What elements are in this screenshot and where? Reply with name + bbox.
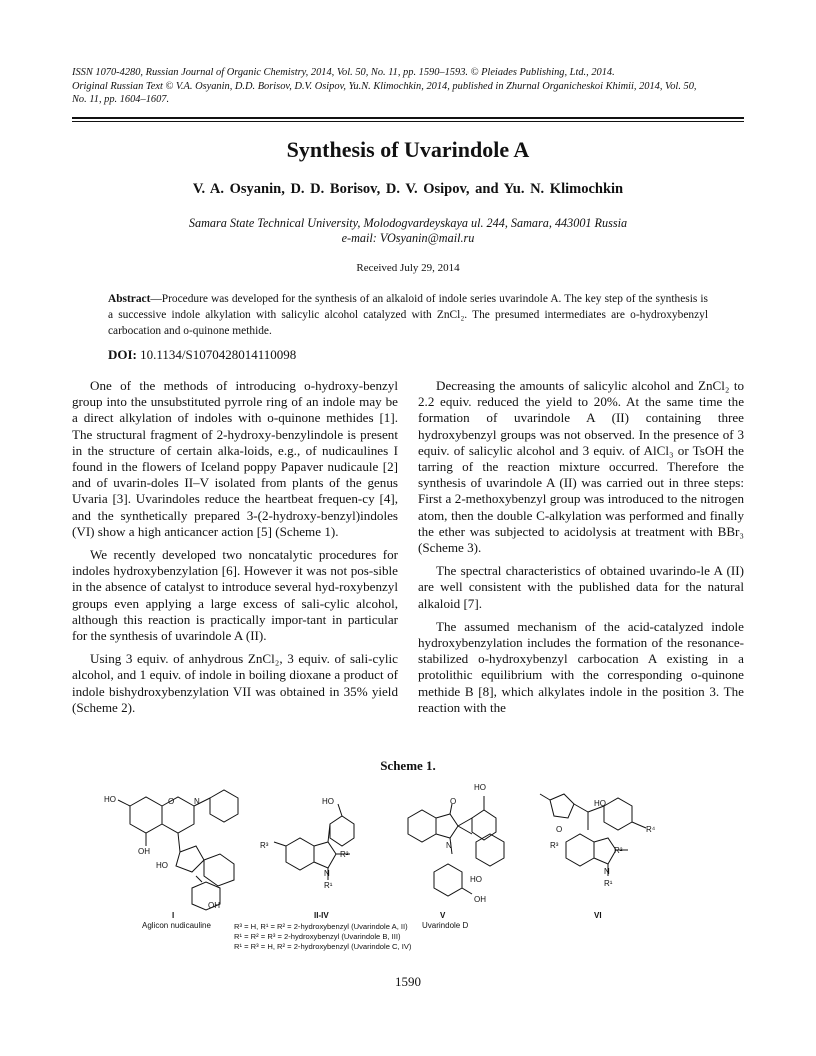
page-number: 1590 <box>395 974 421 989</box>
structure-v-drawing <box>408 796 504 896</box>
atom-label: O <box>556 825 563 834</box>
left-column <box>72 378 398 723</box>
right-column <box>418 378 744 723</box>
atom-label: R³ <box>260 841 269 850</box>
atom-label: O <box>450 797 457 806</box>
received-date: Received July 29, 2014 <box>356 262 460 274</box>
affiliation: Samara State Technical University, Molodogvardeyskaya ul. 244, Samara, 443001 Russia <box>188 216 628 230</box>
paragraph: The assumed mechanism of the acid-catalyzed indole hydroxybenzylation includes the formation of the resonance-stabilized o-hydroxybenzyl carbocation A existing in a protolithic equilibrium with the corresponding o-quinone methide B [8], which alkylates indole in the position 3. The reaction with the <box>418 618 744 715</box>
compound-name: Aglicon nudicauline <box>142 921 211 930</box>
legend-line: R¹ = R³ = H, R² = 2-hydroxybenzyl (Uvarindole C, IV) <box>234 942 412 951</box>
article-title: Synthesis of Uvarindole A <box>286 137 530 162</box>
email: e-mail: VOsyanin@mail.ru <box>341 231 475 245</box>
paragraph: The spectral characteristics of obtained uvarindo-le A (II) are well consistent with the published data for the natural alkaloid [7]. <box>418 563 744 611</box>
paragraph: One of the methods of introducing o-hydroxy-benzyl group into the unsubstituted pyrrole ring of an indole may be a direct alkylation of indoles with o-quinone methides [1]. The structural fragment of 2-hydroxy-benzylindole is present in the structure of certain alka-loids, e.g., of nudicaulines I found in the flowers of Iceland poppy Papaver nudicaule [2] and of uvarin-doles II–V isolated from plants of the genus Uvaria [3]. Uvarindoles reduce the heartbeat frequen-cy [4], and the synthetically prepared 3-(2-hydroxy-benzyl)indoles (VI) show a high anticancer action [5] (Scheme 1). <box>72 378 398 539</box>
legend-line: R³ = H, R¹ = R² = 2-hydroxybenzyl (Uvarindole A, II) <box>234 922 408 931</box>
atom-label: N <box>446 841 452 850</box>
atom-label: OH <box>474 895 486 904</box>
compound-number: I <box>172 911 175 920</box>
abstract <box>108 291 708 339</box>
compound-number: II-IV <box>314 911 329 920</box>
atom-label: HO <box>594 799 606 808</box>
atom-label: N <box>604 867 610 876</box>
atom-label: HO <box>470 875 482 884</box>
original-text-line: Original Russian Text © V.A. Osyanin, D.D. Borisov, D.V. Osipov, Yu.N. Klimochkin, 2014, published in Zhurnal Organicheskoi Khimii, 2014, Vol. 50, <box>72 81 697 92</box>
atom-label: R¹ <box>324 881 333 890</box>
atom-label: R² <box>340 850 349 859</box>
article-authors: V. A. Osyanin, D. D. Borisov, D. V. Osipov, and Yu. N. Klimochkin <box>192 181 624 197</box>
atom-label: R³ <box>550 841 559 850</box>
legend-line: R¹ = R² = R³ = 2-hydroxybenzyl (Uvarindole B, III) <box>234 932 401 941</box>
scheme-legend <box>234 922 474 952</box>
paragraph: We recently developed two noncatalytic procedures for indoles hydroxybenzylation [6]. However it was not pos-sible in the absence of catalyst to introduce several hyd-roxybenzyl groups even applying a large excess of sali-cylic alcohol, although this reaction is practically impor-tant in particular for the synthesis of uvarindole A (II). <box>72 547 398 644</box>
header-rule-thin <box>72 121 744 122</box>
doi-value: 10.1134/S1070428014110098 <box>140 347 297 362</box>
atom-label: N <box>194 797 200 806</box>
header-rule-thick <box>72 117 744 119</box>
structure-ii-iv-drawing <box>274 804 354 880</box>
original-text-line-cont: No. 11, pp. 1604–1607. <box>72 94 170 105</box>
atom-label: HO <box>104 795 116 804</box>
journal-citation-line: ISSN 1070-4280, Russian Journal of Organic Chemistry, 2014, Vol. 50, No. 11, pp. 1590–1593. © Pleiades Publishing, Ltd., 2014. <box>72 67 615 78</box>
atom-label: HO <box>322 797 334 806</box>
atom-label: O <box>168 797 175 806</box>
atom-label: OH <box>138 847 150 856</box>
scheme-title: Scheme 1. <box>380 758 436 773</box>
atom-label: R² <box>614 846 623 855</box>
compound-name: Uvarindole D <box>422 921 469 930</box>
abstract-label: Abstract <box>108 293 151 305</box>
compound-number: V <box>440 911 446 920</box>
atom-label: OH <box>208 901 220 910</box>
compound-number: VI <box>594 911 602 920</box>
atom-label: R¹ <box>604 879 613 888</box>
abstract-text: —Procedure was developed for the synthesis of an alkaloid of indole series uvarindole A. The key step of the synthesis is a successive indole alkylation with salicylic alcohol catalyzed with ZnCl₂. The presumed intermediates are o-hydroxybenzyl carbocation and o-quinone methide. <box>108 293 708 337</box>
structure-i-drawing <box>118 790 238 910</box>
doi-label: DOI: <box>108 347 137 362</box>
paragraph: Decreasing the amounts of salicylic alcohol and ZnCl₂ to 2.2 equiv. reduced the yield to 20%. At the same time the formation of uvarindole A (II) containing three hydroxybenzyl groups was not observed. In the presence of 3 equiv. of salicylic alcohol and 3 equiv. of AlCl₃ or TsOH the tarring of the reaction mixture occurred. Therefore the synthesis of uvarindole A (II) was carried out in three steps: First a 2-methoxybenzyl group was introduced to the nitrogen atom, then the double C-alkylation was performed and finally the ether was subjected to acidolysis at treatment with BBr₃ (Scheme 3). <box>418 378 744 556</box>
atom-label: HO <box>474 783 486 792</box>
atom-label: HO <box>156 861 168 870</box>
atom-label: N <box>324 869 330 878</box>
doi <box>108 347 296 363</box>
structure-vi-drawing <box>540 794 646 876</box>
atom-label: R⁴ <box>646 825 656 834</box>
paragraph: Using 3 equiv. of anhydrous ZnCl₂, 3 equiv. of sali-cylic alcohol, and 1 equiv. of indole in boiling dioxane a product of indole bishydroxybenzylation VII was obtained in 35% yield (Scheme 2). <box>72 651 398 715</box>
